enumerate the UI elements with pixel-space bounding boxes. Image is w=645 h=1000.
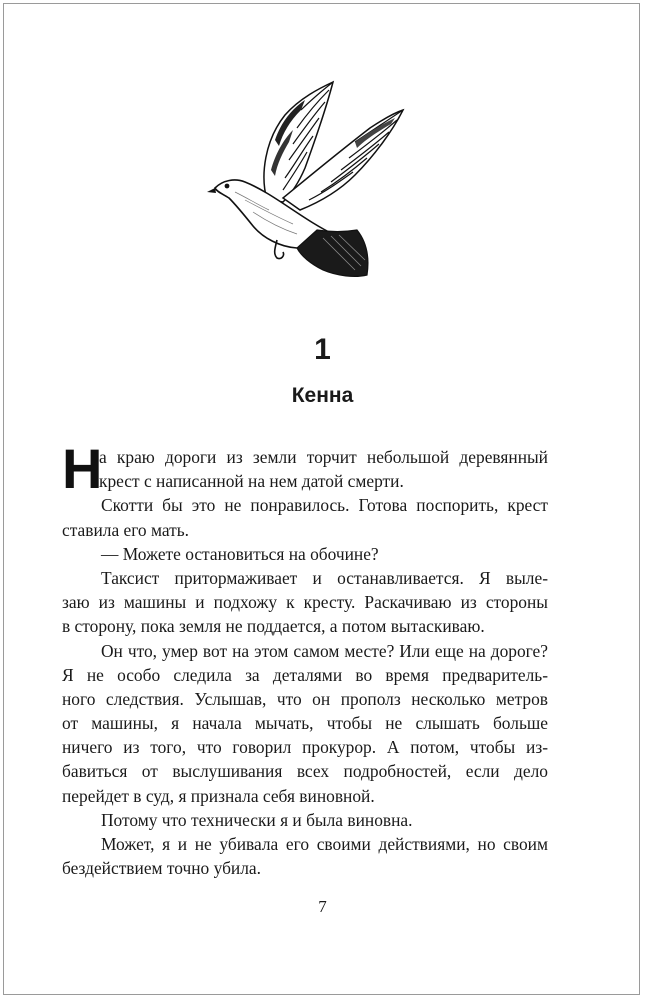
chapter-number: 1 xyxy=(314,333,331,366)
text-line: Скотти бы это не понравилось. Готова поспорить, крест xyxy=(101,495,548,516)
text-line: крест с написанной на нем датой смерти. xyxy=(99,471,404,492)
text-line: от машины, я начала мычать, чтобы не слышать больше xyxy=(62,713,548,734)
text-line: — Можете остановиться на обочине? xyxy=(101,543,379,564)
text-line: а краю дороги из земли торчит небольшой деревянный xyxy=(99,447,548,467)
chapter-title: Кенна xyxy=(291,384,354,407)
text-line: Он что, умер вот на этом самом месте? Или еще на дороге? xyxy=(101,640,548,661)
text-line: перейдет в суд, я признала себя виновной. xyxy=(62,785,375,806)
text-line: бездействием точно убила. xyxy=(62,858,261,879)
chapter-body xyxy=(62,437,548,880)
text-line: заю из машины и подхожу к кресту. Раскачиваю из стороны xyxy=(62,592,548,613)
text-line: ного следствия. Услышав, что он прополз несколько метров xyxy=(62,688,548,709)
text-line: Потому что технически я и была виновна. xyxy=(101,809,413,830)
drop-cap: Н xyxy=(62,437,103,500)
text-line: ставила его мать. xyxy=(62,519,190,540)
text-line: бавиться от выслушивания всех подробностей, если дело xyxy=(62,761,548,782)
text-line: Таксист притормаживает и останавливается. Я выле- xyxy=(101,567,548,588)
text-line: Может, я и не убивала его своими действиями, но своим xyxy=(101,834,548,854)
dove-icon xyxy=(205,80,405,285)
text-line: Я не особо следила за деталями во время предваритель- xyxy=(62,664,548,685)
text-line: в сторону, пока земля не поддается, а потом вытаскиваю. xyxy=(62,616,485,637)
text-line: ничего из того, что говорил прокурор. А потом, чтобы из- xyxy=(62,737,548,758)
page-number: 7 xyxy=(318,897,327,916)
